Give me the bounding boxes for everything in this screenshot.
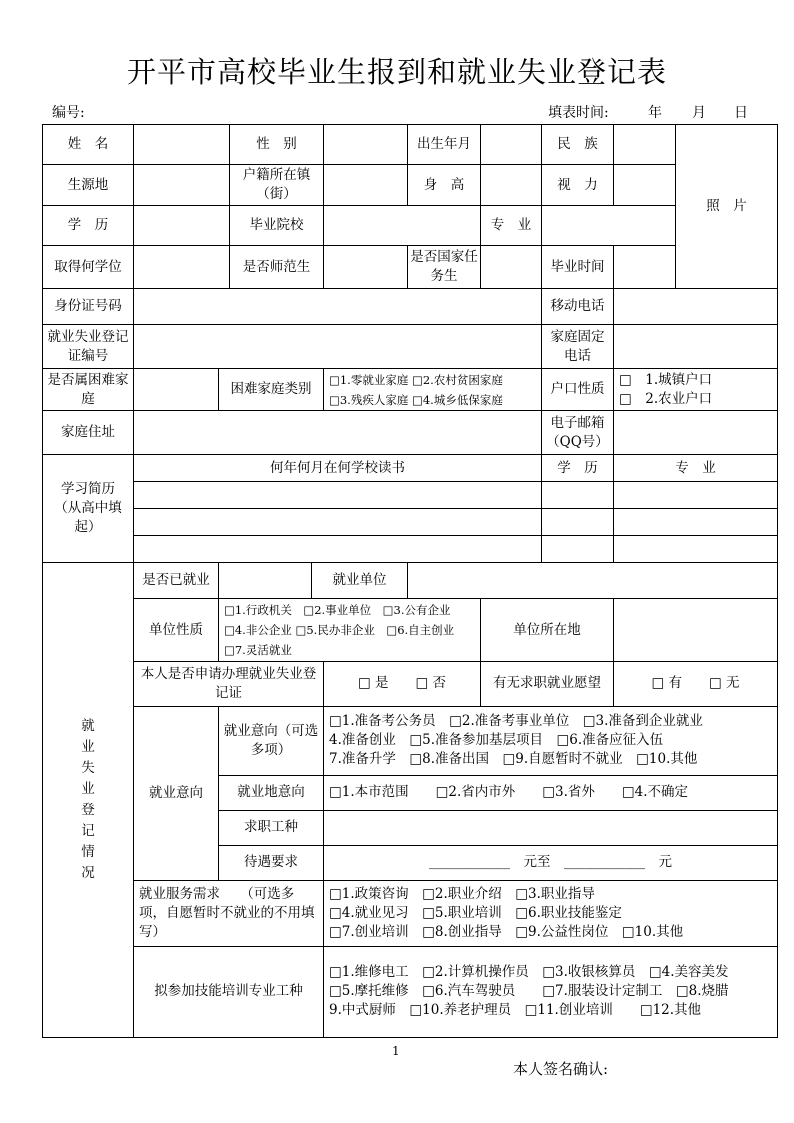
service-option-row[interactable]: □7.创业培训 □8.创业指导 □9.公益性岗位 □10.其他 — [329, 923, 684, 940]
address-label: 家庭住址 — [43, 411, 134, 455]
home-phone-field[interactable] — [614, 325, 778, 369]
training-option-row[interactable]: □5.摩托维修 □6.汽车驾驶员 □7.服装设计定制工 □8.烧腊 — [329, 983, 729, 1000]
poor-type-label: 困难家庭类别 — [219, 369, 324, 411]
id-card-label: 身份证号码 — [43, 289, 134, 325]
salary-field[interactable]: ____________ 元至 ____________ 元 — [324, 845, 778, 880]
study-row-edu[interactable] — [542, 536, 614, 563]
degree-field[interactable] — [134, 246, 230, 289]
hukou-type-label: 户口性质 — [542, 369, 614, 411]
study-history-label: 学习简历（从高中填起） — [43, 455, 134, 563]
day-label: 日 — [734, 105, 748, 121]
normal-label: 是否师范生 — [230, 246, 324, 289]
email-label: 电子邮箱（QQ号） — [542, 411, 614, 455]
service-option-row[interactable]: □1.政策咨询 □2.职业介绍 □3.职业指导 — [329, 885, 595, 902]
date-label: 填表时间: — [548, 105, 609, 121]
intent-label: 就业意向 — [134, 706, 219, 880]
major-label: 专 业 — [481, 206, 542, 246]
study-row-edu[interactable] — [542, 482, 614, 509]
number-label: 编号: — [52, 105, 85, 121]
section-label-text: 就业失业登记情况 — [81, 718, 95, 882]
origin-label: 生源地 — [43, 165, 134, 206]
job-type-label: 求职工种 — [219, 810, 324, 845]
employer-field[interactable] — [408, 563, 778, 599]
study-row-school[interactable] — [134, 482, 542, 509]
height-label: 身 高 — [408, 165, 481, 206]
poor-type-option-row[interactable]: □1.零就业家庭 □2.农村贫困家庭 — [329, 372, 503, 387]
unit-nature-label: 单位性质 — [134, 599, 219, 662]
mobile-field[interactable] — [614, 289, 778, 325]
intent-place-label: 就业地意向 — [219, 775, 324, 810]
training-options[interactable] — [324, 946, 778, 1037]
home-phone-label: 家庭固定电话 — [542, 325, 614, 369]
address-field[interactable] — [134, 411, 542, 455]
employed-label: 是否已就业 — [134, 563, 219, 599]
section-label — [43, 563, 134, 1038]
birth-label: 出生年月 — [408, 125, 481, 165]
signature-label: 本人签名确认: — [513, 1060, 609, 1078]
page-number: 1 — [392, 1044, 400, 1058]
hukou-town-field[interactable] — [324, 165, 408, 206]
poor-type-option-row[interactable]: □3.残疾人家庭 □4.城乡低保家庭 — [329, 392, 503, 407]
year-label: 年 — [648, 105, 662, 121]
unit-option-row[interactable]: □4.非公企业 □5.民办非企业 □6.自主创业 — [224, 623, 455, 638]
hukou-option-rural[interactable]: □ 2.农业户口 — [619, 390, 713, 407]
unit-location-field[interactable] — [614, 599, 778, 662]
name-label: 姓 名 — [43, 125, 134, 165]
study-edu-header: 学 历 — [542, 455, 614, 482]
vision-field[interactable] — [614, 165, 676, 206]
intent-option-row[interactable]: 7.准备升学 □8.准备出国 □9.自愿暂时不就业 □10.其他 — [329, 751, 698, 768]
id-card-field[interactable] — [134, 289, 542, 325]
name-field[interactable] — [134, 125, 230, 165]
service-label: 就业服务需求 （可选多项，自愿暂时不就业的不用填写） — [134, 880, 324, 946]
reg-cert-label: 就业失业登记证编号 — [43, 325, 134, 369]
height-field[interactable] — [481, 165, 542, 206]
training-label: 拟参加技能培训专业工种 — [134, 946, 324, 1037]
reg-cert-field[interactable] — [134, 325, 542, 369]
service-option-row[interactable]: □4.就业见习 □5.职业培训 □6.职业技能鉴定 — [329, 904, 622, 921]
national-field[interactable] — [481, 246, 542, 289]
school-field[interactable] — [324, 206, 481, 246]
employer-label: 就业单位 — [312, 563, 408, 599]
photo-box[interactable]: 照 片 — [676, 125, 778, 289]
intent-option-row[interactable]: □1.准备考公务员 □2.准备考事业单位 □3.准备到企业就业 — [329, 713, 703, 730]
unit-nature-options[interactable] — [219, 599, 481, 662]
degree-label: 取得何学位 — [43, 246, 134, 289]
month-label: 月 — [692, 105, 706, 121]
unit-location-label: 单位所在地 — [481, 599, 614, 662]
apply-cert-label: 本人是否申请办理就业失业登记证 — [134, 662, 324, 706]
origin-field[interactable] — [134, 165, 230, 206]
birth-field[interactable] — [481, 125, 542, 165]
salary-label: 待遇要求 — [219, 845, 324, 880]
email-field[interactable] — [614, 411, 778, 455]
apply-cert-options[interactable]: □ 是 □ 否 — [324, 662, 481, 706]
want-job-label: 有无求职就业愿望 — [481, 662, 614, 706]
registration-form — [42, 124, 778, 1038]
hukou-option-urban[interactable]: □ 1.城镇户口 — [619, 371, 713, 388]
mobile-label: 移动电话 — [542, 289, 614, 325]
school-label: 毕业院校 — [230, 206, 324, 246]
study-row-major[interactable] — [614, 482, 778, 509]
gender-label: 性 别 — [230, 125, 324, 165]
ethnic-label: 民 族 — [542, 125, 614, 165]
page-title: 开平市高校毕业生报到和就业失业登记表 — [126, 55, 667, 89]
intent-option-row[interactable]: 4.准备创业 □5.准备参加基层项目 □6.准备应征入伍 — [329, 732, 664, 749]
intent-place-options[interactable]: □1.本市范围 □2.省内市外 □3.省外 □4.不确定 — [324, 775, 778, 810]
education-label: 学 历 — [43, 206, 134, 246]
want-job-options[interactable]: □ 有 □ 无 — [614, 662, 778, 706]
unit-option-row[interactable]: □1.行政机关 □2.事业单位 □3.公有企业 — [224, 603, 451, 618]
vision-label: 视 力 — [542, 165, 614, 206]
national-label: 是否国家任务生 — [408, 246, 481, 289]
hukou-town-label: 户籍所在镇（街） — [230, 165, 324, 206]
study-row-school[interactable] — [134, 509, 542, 536]
study-when-header: 何年何月在何学校读书 — [134, 455, 542, 482]
training-option-row[interactable]: 9.中式厨师 □10.养老护理员 □11.创业培训 □12.其他 — [329, 1002, 702, 1019]
poor-label: 是否属困难家庭 — [43, 369, 134, 411]
study-row-major[interactable] — [614, 509, 778, 536]
employed-field[interactable] — [219, 563, 312, 599]
ethnic-field[interactable] — [614, 125, 676, 165]
poor-field[interactable] — [134, 369, 219, 411]
study-major-header: 专 业 — [614, 455, 778, 482]
study-row-edu[interactable] — [542, 509, 614, 536]
study-row-major[interactable] — [614, 536, 778, 563]
poor-type-options[interactable] — [324, 369, 542, 411]
unit-option-row[interactable]: □7.灵活就业 — [224, 643, 292, 658]
major-field[interactable] — [542, 206, 676, 246]
gender-field[interactable] — [324, 125, 408, 165]
intent-dir-label: 就业意向（可选多项） — [219, 706, 324, 775]
education-field[interactable] — [134, 206, 230, 246]
service-options[interactable] — [324, 880, 778, 946]
normal-field[interactable] — [324, 246, 408, 289]
job-type-field[interactable] — [324, 810, 778, 845]
study-row-school[interactable] — [134, 536, 542, 563]
training-option-row[interactable]: □1.维修电工 □2.计算机操作员 □3.收银核算员 □4.美容美发 — [329, 964, 729, 981]
grad-time-field[interactable] — [614, 246, 676, 289]
hukou-type-options[interactable] — [614, 369, 778, 411]
grad-time-label: 毕业时间 — [542, 246, 614, 289]
intent-dir-options[interactable] — [324, 706, 778, 775]
